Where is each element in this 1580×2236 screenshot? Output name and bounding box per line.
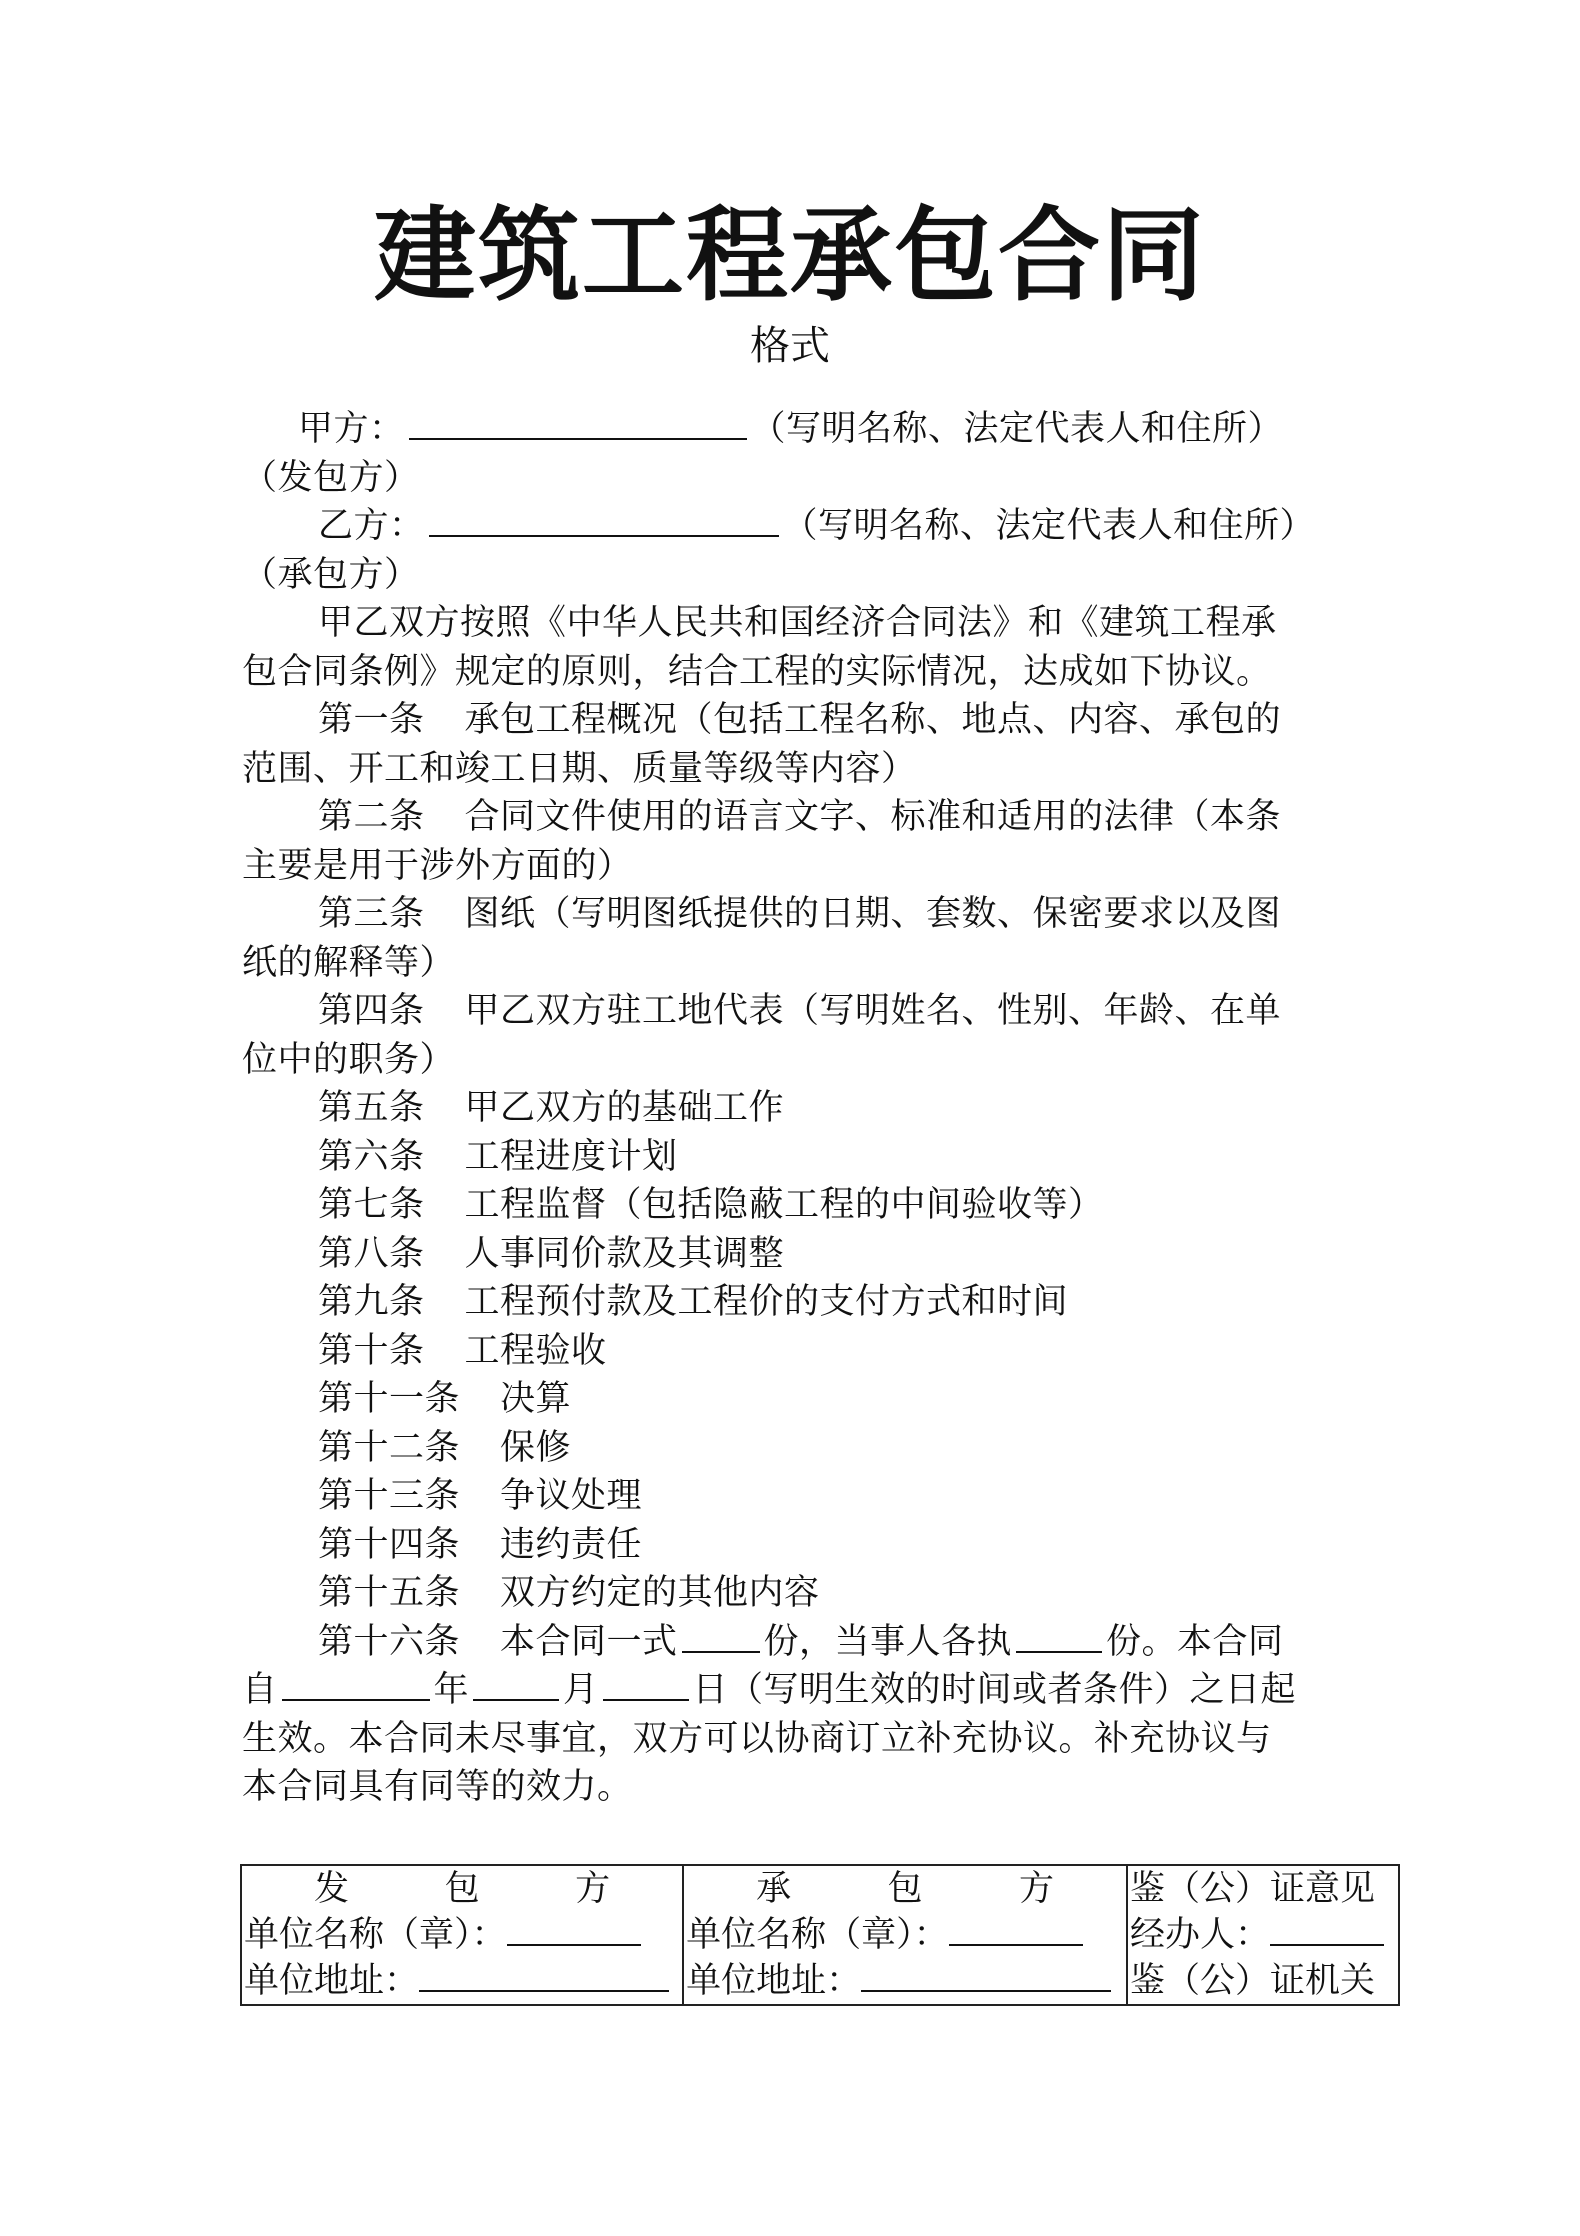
signature-table	[240, 1864, 1400, 2006]
party-b-line	[242, 502, 1342, 551]
article-16-date-line: 自 年 月 日（写明生效的时间或者条件）之日起	[242, 1670, 1297, 1710]
article-number: 第十四条	[318, 1524, 461, 1565]
article-number: 第五条	[318, 1088, 425, 1128]
article-line	[242, 1084, 1342, 1133]
article-text: 保修	[500, 1427, 572, 1468]
article-number: 第二条	[318, 797, 425, 837]
article-number: 第四条	[318, 991, 425, 1031]
preamble-line: 甲乙双方按照《中华人民共和国经济合同法》和《建筑工程承	[318, 603, 1277, 643]
contractor-address-row: 单位地址：	[686, 1958, 1124, 2004]
article-line	[242, 1569, 1342, 1618]
notary-cell	[1127, 1865, 1399, 2005]
article-continuation: 范围、开工和竣工日期、质量等级等内容）	[242, 748, 917, 789]
article-text: 工程监督（包括隐蔽工程的中间验收等）	[464, 1185, 1104, 1225]
article-text: 工程预付款及工程价的支付方式和时间	[464, 1282, 1069, 1322]
article-16-text: 生效。本合同未尽事宜，双方可以协商订立补充协议。补充协议与	[242, 1718, 1272, 1759]
article-line	[242, 1230, 1342, 1279]
party-a-note: （写明名称、法定代表人和住所）	[750, 409, 1284, 449]
article-number: 第七条	[318, 1185, 425, 1225]
month-blank[interactable]	[473, 1669, 559, 1701]
article-list	[242, 696, 1342, 1618]
document-subtitle: 格式	[750, 323, 830, 369]
article-text: 甲乙双方的基础工作	[464, 1088, 785, 1128]
contractor-address-blank[interactable]	[861, 1960, 1111, 1992]
article-line	[242, 1424, 1342, 1473]
article-text: 甲乙双方驻工地代表（写明姓名、性别、年龄、在单	[464, 991, 1282, 1031]
article-text: 双方约定的其他内容	[500, 1573, 820, 1613]
article-line	[242, 793, 1342, 842]
article-line	[242, 1521, 1342, 1570]
party-b-note: （写明名称、法定代表人和住所）	[782, 506, 1316, 546]
article-line	[242, 987, 1342, 1036]
year-blank[interactable]	[282, 1669, 430, 1701]
article-number: 第十六条	[318, 1621, 461, 1662]
article-text: 工程进度计划	[464, 1136, 678, 1177]
employer-name-blank[interactable]	[507, 1914, 641, 1946]
party-a-role: （发包方）	[242, 457, 420, 498]
employer-address-row: 单位地址：	[244, 1958, 680, 2004]
notary-agent-row: 经办人：	[1130, 1912, 1396, 1958]
notary-agent-blank[interactable]	[1270, 1914, 1384, 1946]
article-number: 第三条	[318, 894, 425, 934]
party-a-blank[interactable]	[409, 408, 747, 440]
article-number: 第十三条	[318, 1476, 461, 1516]
employer-address-blank[interactable]	[419, 1960, 669, 1992]
party-b-label: 乙方：	[318, 506, 425, 546]
article-text: 工程验收	[464, 1330, 607, 1371]
article-line	[242, 1472, 1342, 1521]
article-text: 人事同价款及其调整	[464, 1233, 785, 1274]
article-text: 合同文件使用的语言文字、标准和适用的法律（本条	[464, 797, 1282, 837]
article-text: 争议处理	[500, 1476, 643, 1516]
party-a-line	[242, 405, 1342, 454]
article-number: 第十一条	[318, 1379, 461, 1419]
article-16-line: 第十六条 本合同一式 份，当事人各执 份。本合同	[318, 1621, 1284, 1662]
article-16-text: 本合同具有同等的效力。	[242, 1767, 633, 1807]
article-text: 承包工程概况（包括工程名称、地点、内容、承包的	[464, 700, 1282, 740]
notary-opinion: 鉴（公）证意见	[1129, 1869, 1375, 1909]
article-text: 违约责任	[500, 1524, 643, 1565]
contractor-heading: 承 包 方	[756, 1869, 1054, 1909]
article-line	[242, 1133, 1342, 1182]
article-number: 第十五条	[318, 1573, 461, 1613]
copies-blank[interactable]	[682, 1621, 760, 1653]
day-blank[interactable]	[603, 1669, 689, 1701]
document-title: 建筑工程承包合同	[374, 196, 1206, 316]
article-line	[242, 1278, 1342, 1327]
preamble-line: 包合同条例》规定的原则，结合工程的实际情况，达成如下协议。	[242, 651, 1272, 692]
article-line	[242, 890, 1342, 939]
contract-body	[242, 405, 1342, 1812]
article-number: 第六条	[318, 1136, 425, 1177]
article-text: 图纸（写明图纸提供的日期、套数、保密要求以及图	[464, 894, 1282, 934]
article-number: 第一条	[318, 700, 425, 740]
article-line	[242, 1375, 1342, 1424]
party-a-label: 甲方：	[298, 409, 405, 449]
party-b-blank[interactable]	[429, 505, 779, 537]
contractor-cell	[683, 1865, 1127, 2005]
article-continuation: 主要是用于涉外方面的）	[242, 845, 633, 886]
article-line	[242, 1181, 1342, 1230]
article-number: 第十二条	[318, 1427, 461, 1468]
notary-authority: 鉴（公）证机关	[1129, 1961, 1375, 2001]
article-number: 第九条	[318, 1282, 425, 1322]
contractor-name-blank[interactable]	[949, 1914, 1083, 1946]
article-line	[242, 696, 1342, 745]
employer-cell	[241, 1865, 683, 2005]
employer-heading: 发 包 方	[314, 1869, 611, 1909]
contractor-name-row: 单位名称（章）：	[686, 1912, 1124, 1958]
article-text: 决算	[500, 1379, 572, 1419]
employer-name-row: 单位名称（章）：	[244, 1912, 680, 1958]
party-b-role: （承包方）	[242, 554, 420, 595]
article-number: 第八条	[318, 1233, 425, 1274]
article-line	[242, 1327, 1342, 1376]
article-continuation: 位中的职务）	[242, 1039, 456, 1080]
article-continuation: 纸的解释等）	[242, 942, 456, 983]
copies-each-blank[interactable]	[1016, 1621, 1102, 1653]
article-number: 第十条	[318, 1330, 425, 1371]
